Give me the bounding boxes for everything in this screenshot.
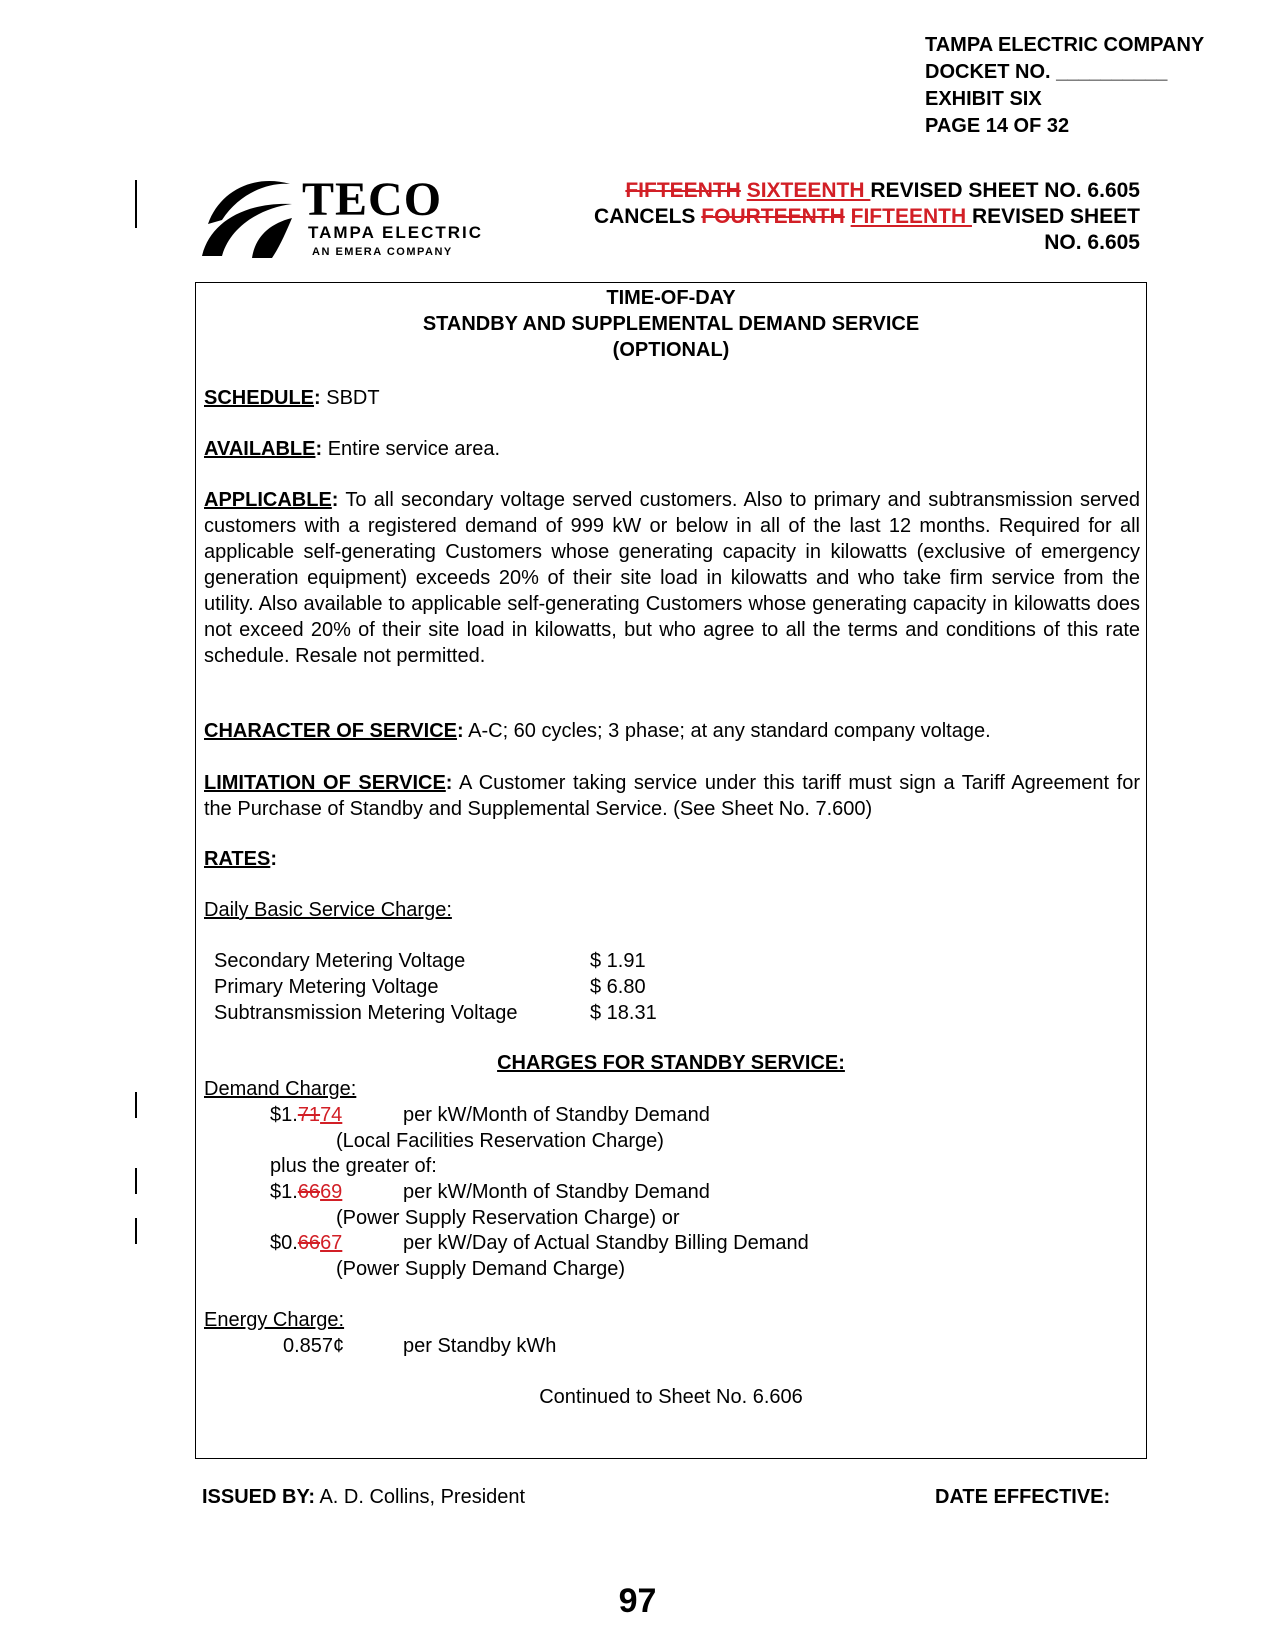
local-facilities-rate (270, 1102, 342, 1128)
deleted-text: 66 (297, 1232, 321, 1254)
schedule-section: SCHEDULE: SBDT (204, 387, 380, 409)
applicable-label: APPLICABLE (204, 489, 332, 511)
title-line-1: TIME-OF-DAY (606, 287, 736, 309)
title-line-2: STANDBY AND SUPPLEMENTAL DEMAND SERVICE (422, 313, 920, 335)
energy-charge-heading: Energy Charge: (204, 1309, 345, 1331)
character-value: A-C; 60 cycles; 3 phase; at any standard company voltage. (468, 720, 991, 742)
available-value: Entire service area. (327, 438, 501, 460)
available-section: AVAILABLE: Entire service area. (204, 438, 501, 460)
document-header (925, 32, 1204, 140)
local-facilities-desc: per kW/Month of Standby Demand (403, 1104, 710, 1126)
power-supply-demand-desc: per kW/Day of Actual Standby Billing Demand (403, 1232, 809, 1254)
cancels-text: CANCELS (593, 205, 702, 228)
standby-heading-text: CHARGES FOR STANDBY SERVICE: (497, 1052, 845, 1074)
page-number: 97 (618, 1582, 657, 1620)
sheet-number-text: REVISED SHEET NO. 6.605 (870, 179, 1140, 202)
sheet-revision (594, 178, 1140, 256)
schedule-label: SCHEDULE (204, 387, 315, 409)
rate-prefix: $1. (270, 1104, 298, 1126)
demand-charge-heading: Demand Charge: (204, 1078, 357, 1100)
local-facilities-note: (Local Facilities Reservation Charge) (336, 1130, 664, 1152)
power-supply-reservation-rate (270, 1179, 342, 1205)
character-section: CHARACTER OF SERVICE: A-C; 60 cycles; 3 phase; at any standard company voltage. (204, 720, 991, 742)
deleted-text: FOURTEENTH (701, 205, 845, 228)
inserted-text: FIFTEENTH (850, 205, 972, 228)
basic-charge-heading: Daily Basic Service Charge: (204, 899, 452, 921)
energy-charge-desc: per Standby kWh (403, 1335, 557, 1357)
limitation-text: A Customer taking service under this tariff must sign a Tariff Agreement for the Purchase of Standby and Supplemental Service. (See Sheet No. 7.600) (204, 772, 1140, 820)
basic-rate-label: Secondary Metering Voltage (214, 950, 466, 972)
issued-by (202, 1484, 525, 1510)
change-bar (135, 180, 137, 228)
inserted-text: 74 (320, 1104, 343, 1126)
change-bar (135, 1092, 137, 1118)
limitation-label: LIMITATION OF SERVICE (204, 772, 446, 794)
schedule-value: SBDT (326, 387, 380, 409)
revised-sheet-text: REVISED SHEET (971, 205, 1140, 228)
logo-subtitle: TAMPA ELECTRIC (308, 223, 484, 242)
inserted-text: 67 (320, 1232, 343, 1254)
title-line-3: (OPTIONAL) (612, 339, 730, 361)
change-bar (135, 1168, 137, 1194)
continued-note: Continued to Sheet No. 6.606 (539, 1386, 803, 1408)
limitation-section: LIMITATION OF SERVICE: A Customer taking service under this tariff must sign a Tariff Agreement for the Purchase of Standby and Supplemental Service. (See Sheet No. 7.600) (204, 772, 1140, 820)
rate-prefix: $1. (270, 1181, 298, 1203)
basic-rate-value: $ 1.91 (590, 950, 646, 972)
deleted-text: FIFTEENTH (625, 179, 741, 202)
docket-number: DOCKET NO. __________ (925, 61, 1168, 83)
basic-rate-label: Subtransmission Metering Voltage (214, 1002, 518, 1024)
inserted-text: SIXTEENTH (746, 179, 871, 202)
power-supply-demand-rate (270, 1230, 342, 1256)
plus-greater-of: plus the greater of: (270, 1155, 437, 1177)
inserted-text: 69 (320, 1181, 343, 1203)
applicable-section: APPLICABLE: To all secondary voltage served customers. Also to primary and subtransmission served customers with a registered demand of 999 kW or below in all of the last 12 months. Required for all applicable self-generating Customers whose generating capacity in kilowatts (exclusive of emergency generation equipment) exceeds 20% of their site load in kilowatts and who take firm service from the utility. Also available to applicable self-generating Customers whose generating capacity in kilowatts does not exceed 20% of their site load in kilowatts, but who agree to all the terms and conditions of this rate schedule. Resale not permitted. (204, 489, 1140, 667)
character-label: CHARACTER OF SERVICE (204, 720, 457, 742)
change-bar (135, 1218, 137, 1244)
applicable-text: To all secondary voltage served customers. Also to primary and subtransmission served customers with a registered demand of 999 kW or below in all of the last 12 months. Required for all applicable self-generating Customers whose generating capacity in kilowatts (exclusive of emergency generation equipment) exceeds 20% of their site load in kilowatts and who take firm service from the utility. Also available to applicable self-generating Customers whose generating capacity in kilowatts does not exceed 20% of their site load in kilowatts, but who agree to all the terms and conditions of this rate schedule. Resale not permitted. (204, 489, 1140, 667)
basic-rate-value: $ 18.31 (590, 1002, 657, 1024)
rate-prefix: $0. (270, 1232, 298, 1254)
power-supply-reservation-note: (Power Supply Reservation Charge) or (336, 1207, 680, 1229)
available-label: AVAILABLE (204, 438, 316, 460)
teco-logo (200, 172, 520, 262)
rates-section: RATES: (204, 848, 277, 870)
exhibit-label: EXHIBIT SIX (925, 88, 1042, 110)
power-supply-reservation-desc: per kW/Month of Standby Demand (403, 1181, 710, 1203)
issued-by-label: ISSUED BY: (202, 1486, 315, 1508)
power-supply-demand-note: (Power Supply Demand Charge) (336, 1258, 626, 1280)
page-of-label: PAGE 14 OF 32 (925, 115, 1070, 137)
basic-rate-label: Primary Metering Voltage (214, 976, 439, 998)
sheet-number-line: NO. 6.605 (1044, 231, 1140, 254)
deleted-text: 71 (297, 1104, 321, 1126)
date-effective-label: DATE EFFECTIVE: (935, 1486, 1111, 1508)
logo-wordmark: TECO (302, 173, 443, 226)
issued-by-value: A. D. Collins, President (319, 1486, 526, 1508)
teco-swoosh-icon (200, 172, 300, 262)
standby-heading (195, 1050, 1147, 1076)
rates-label: RATES (204, 848, 271, 870)
basic-rate-value: $ 6.80 (590, 976, 646, 998)
tariff-title (195, 285, 1147, 363)
company-name: TAMPA ELECTRIC COMPANY (925, 34, 1205, 56)
deleted-text: 66 (297, 1181, 321, 1203)
energy-charge-value: 0.857¢ (283, 1335, 345, 1357)
logo-tagline: AN EMERA COMPANY (312, 246, 453, 258)
